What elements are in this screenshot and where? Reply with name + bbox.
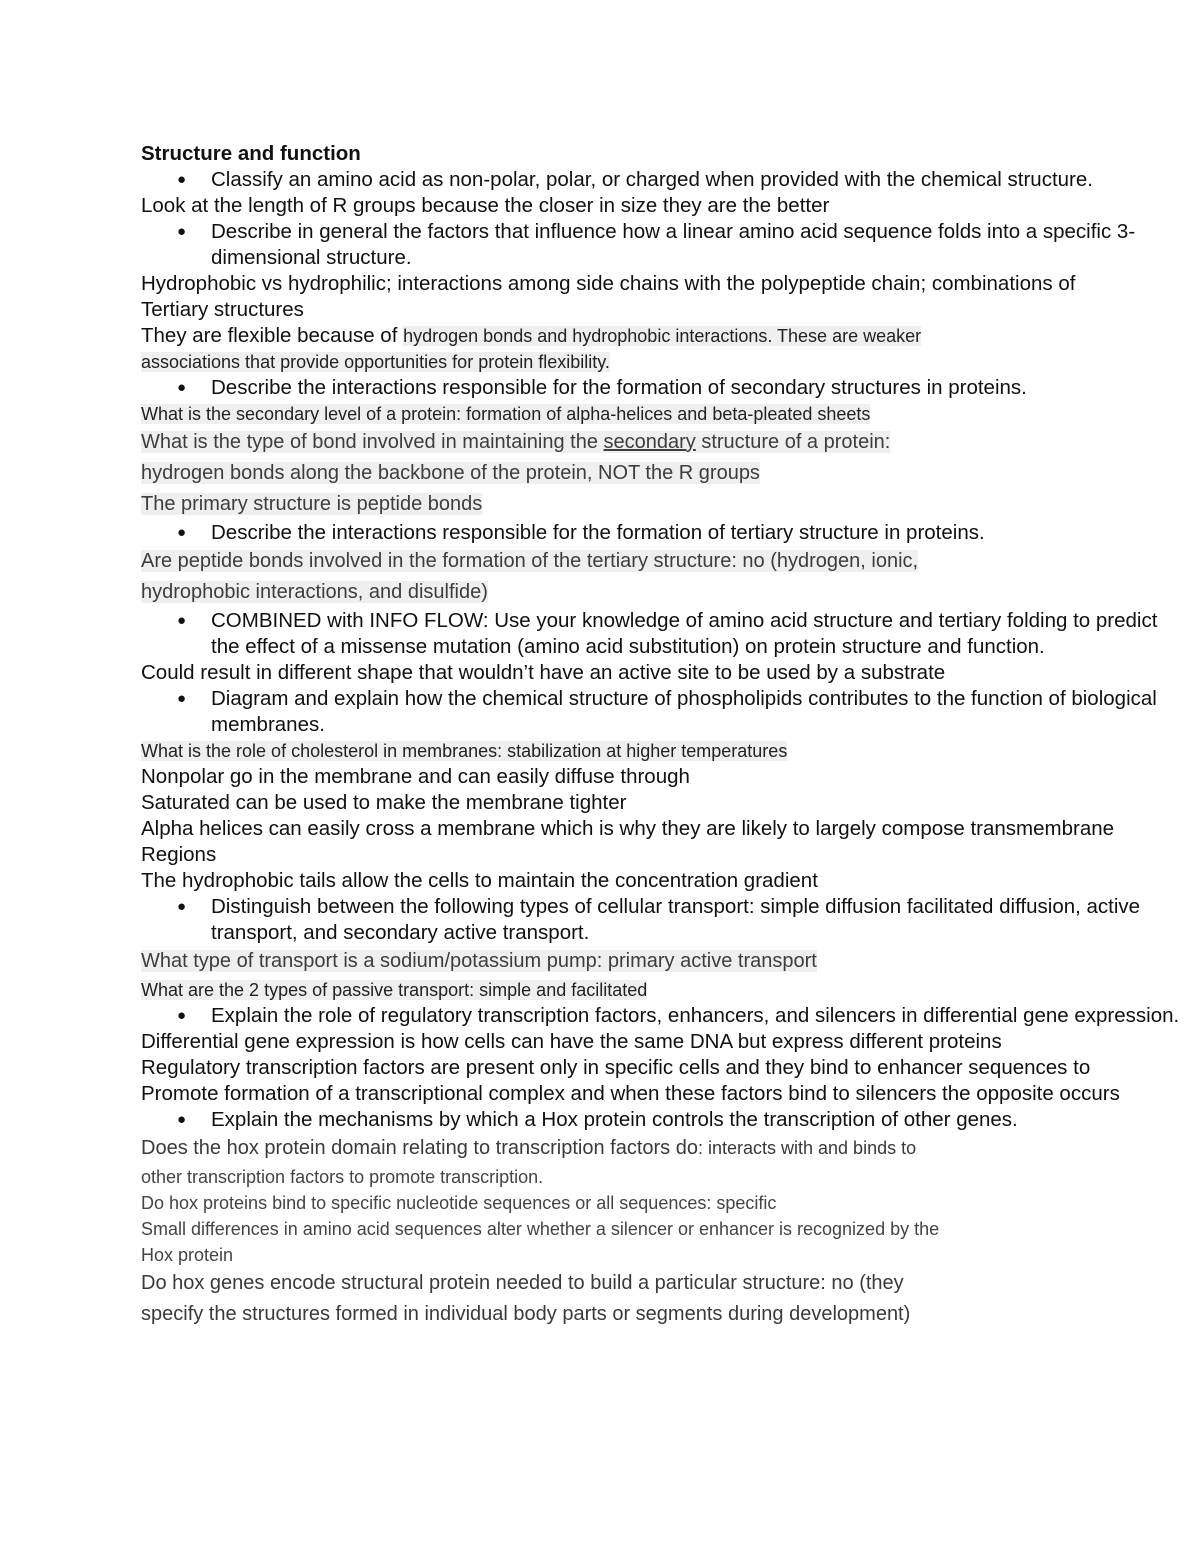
highlighted-text: What are the 2 types of passive transport: simple and facilitated (141, 980, 648, 1000)
note-line: Tertiary structures (141, 298, 304, 321)
bullet-item (141, 520, 1186, 546)
highlighted-line (141, 738, 1200, 764)
bullet-dot-icon: ● (177, 1007, 187, 1024)
section-title: Structure and function (141, 142, 361, 165)
bullet-dot-icon: ● (177, 524, 187, 541)
highlighted-text: The primary structure is peptide bonds (141, 493, 483, 515)
note-line: Saturated can be used to make the membrane tighter (141, 791, 627, 814)
bullet-text: COMBINED with INFO FLOW: Use your knowledge of amino acid structure and tertiary folding to predict the effect of a missense mutation (amino acid substitution) on protein structure and function. (211, 609, 1158, 658)
highlighted-line (141, 427, 1200, 458)
note-line: Hydrophobic vs hydrophilic; interactions among side chains with the polypeptide chain; combinations of (141, 272, 1076, 295)
bullet-text: Describe the interactions responsible for the formation of tertiary structure in proteins. (211, 521, 985, 544)
bullet-item (141, 1107, 1186, 1133)
bullet-item (141, 894, 1186, 946)
bullet-item (141, 167, 1186, 193)
note-line: Alpha helices can easily cross a membrane which is why they are likely to largely compose transmembrane (141, 817, 1115, 840)
highlighted-text: What type of transport is a sodium/potassium pump: primary active transport (141, 950, 817, 972)
bullet-text: Diagram and explain how the chemical structure of phospholipids contributes to the function of biological membranes. (211, 687, 1157, 736)
note-line: Could result in different shape that wouldn’t have an active site to be used by a substrate (141, 661, 946, 684)
bullet-item (141, 608, 1186, 660)
highlighted-text: What is the role of cholesterol in membranes: stabilization at higher temperatures (141, 741, 788, 761)
note-line: Look at the length of R groups because the closer in size they are the better (141, 194, 830, 217)
bullet-dot-icon: ● (177, 1111, 187, 1128)
bullet-dot-icon: ● (177, 898, 187, 915)
bullet-text: Describe the interactions responsible for the formation of secondary structures in proteins. (211, 376, 1027, 399)
note-line: Differential gene expression is how cells can have the same DNA but express different proteins (141, 1030, 1002, 1053)
highlighted-text: hydrogen bonds and hydrophobic interactions. These are weaker (403, 326, 922, 346)
bullet-dot-icon: ● (177, 171, 187, 188)
underlined-word: secondary (603, 431, 696, 453)
highlighted-line (141, 577, 1200, 608)
note-line: Promote formation of a transcriptional complex and when these factors bind to silencers the opposite occurs (141, 1082, 1120, 1105)
note-line: Regulatory transcription factors are present only in specific cells and they bind to enhancer sequences to (141, 1056, 1091, 1079)
note-line: other transcription factors to promote transcription. (141, 1167, 544, 1187)
highlighted-text: hydrogen bonds along the backbone of the protein, NOT the R groups (141, 462, 760, 484)
highlighted-text: associations that provide opportunities for protein flexibility. (141, 352, 610, 372)
bullet-text: Describe in general the factors that influence how a linear amino acid sequence folds into a specific 3-dimensional structure. (211, 220, 1136, 269)
bullet-item (141, 219, 1186, 271)
highlighted-text (141, 431, 890, 453)
note-line: Nonpolar go in the membrane and can easily diffuse through (141, 765, 690, 788)
bullet-text: Classify an amino acid as non-polar, polar, or charged when provided with the chemical structure. (211, 168, 1093, 191)
note-line: The hydrophobic tails allow the cells to maintain the concentration gradient (141, 869, 818, 892)
note-text-small: : interacts with and binds to (697, 1138, 917, 1158)
bullet-item (141, 686, 1186, 738)
highlighted-text: What is the secondary level of a protein: formation of alpha-helices and beta-pleated sheets (141, 404, 871, 424)
highlighted-line (141, 946, 1200, 977)
note-line: Hox protein (141, 1245, 234, 1265)
document-body (141, 141, 1200, 1330)
highlighted-line (141, 458, 1200, 489)
text-after: structure of a protein: (695, 431, 891, 453)
bullet-text: Explain the role of regulatory transcription factors, enhancers, and silencers in differential gene expression. (211, 1004, 1180, 1027)
bullet-item (141, 1003, 1186, 1029)
note-line (141, 1133, 1200, 1164)
highlighted-line (141, 349, 1200, 375)
highlighted-line (141, 977, 1200, 1003)
note-line: Do hox proteins bind to specific nucleotide sequences or all sequences: specific (141, 1193, 777, 1213)
bullet-dot-icon: ● (177, 690, 187, 707)
bullet-item (141, 375, 1186, 401)
notes-content (141, 167, 1200, 1330)
highlighted-text: hydrophobic interactions, and disulfide) (141, 581, 488, 603)
note-line (141, 323, 1200, 349)
text-before: What is the type of bond involved in maintaining the (141, 431, 604, 453)
bullet-text: Distinguish between the following types of cellular transport: simple diffusion facilitated diffusion, active transport, and secondary active transport. (211, 895, 1141, 944)
highlighted-line (141, 546, 1200, 577)
highlighted-line (141, 489, 1200, 520)
note-line: Do hox genes encode structural protein needed to build a particular structure: no (they (141, 1272, 904, 1294)
note-text: Does the hox protein domain relating to transcription factors do (141, 1137, 698, 1159)
highlighted-line (141, 401, 1200, 427)
note-line: Small differences in amino acid sequences alter whether a silencer or enhancer is recognized by the (141, 1219, 940, 1239)
bullet-dot-icon: ● (177, 223, 187, 240)
bullet-dot-icon: ● (177, 612, 187, 629)
highlighted-text: Are peptide bonds involved in the formation of the tertiary structure: no (hydrogen, ionic, (141, 550, 919, 572)
bullet-text: Explain the mechanisms by which a Hox protein controls the transcription of other genes. (211, 1108, 1018, 1131)
note-line: specify the structures formed in individual body parts or segments during development) (141, 1303, 911, 1325)
note-text: They are flexible because of (141, 324, 404, 347)
bullet-dot-icon: ● (177, 379, 187, 396)
note-line: Regions (141, 843, 217, 866)
